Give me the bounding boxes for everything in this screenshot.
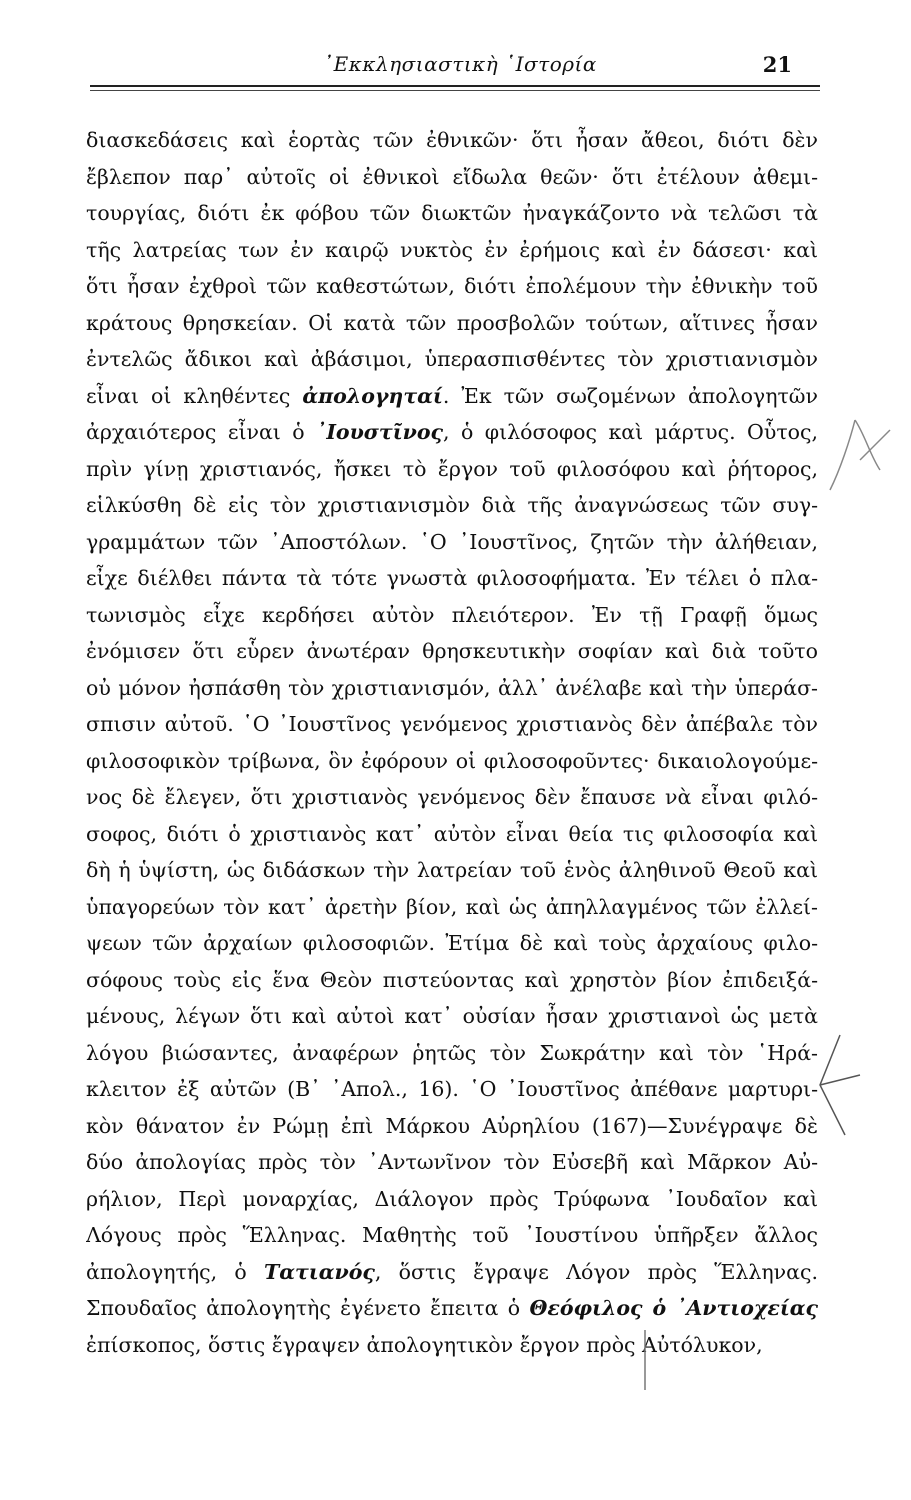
text-span: γραμμάτων τῶν ᾿Αποστόλων. ῾Ο ᾿Ιουστῖνος, ζητῶν τὴν ἀλήθειαν, xyxy=(86,529,818,554)
text-line xyxy=(86,122,818,159)
text-span: τωνισμὸς εἶχε κερδήσει αὐτὸν πλειότερον. Ἐν τῇ Γραφῇ ὅμως xyxy=(86,602,818,627)
text-span: ὅτι ἦσαν ἐχθροὶ τῶν καθεστώτων, διότι ἐπολέμουν τὴν ἐθνικὴν τοῦ xyxy=(86,274,818,298)
margin-pencil-mark xyxy=(800,1030,870,1140)
text-line xyxy=(86,816,818,853)
text-line xyxy=(86,779,818,816)
emphasized-name: Τατιανός xyxy=(263,1259,375,1284)
text-span: τῆς λατρείας των ἐν καιρῷ νυκτὸς ἐν ἐρήμοις καὶ ἐν δάσεσι· καὶ xyxy=(86,237,818,262)
text-line xyxy=(86,1254,818,1291)
text-line xyxy=(86,889,818,926)
margin-pencil-annotation xyxy=(820,400,900,520)
text-span: σοφος, διότι ὁ χριστιανὸς κατ᾽ αὐτὸν εἶναι θεία τις φιλοσοφία καὶ xyxy=(86,821,818,846)
running-title: ᾿Εκκλησιαστικὴ ῾Ιστορία xyxy=(323,52,597,76)
text-span: κὸν θάνατον ἐν Ρώμῃ ἐπὶ Μάρκου Αὐρηλίου (167)—Συνέγραψε δὲ xyxy=(86,1113,818,1138)
text-span: τουργίας, διότι ἐκ φόβου τῶν διωκτῶν ἠναγκάζοντο νὰ τελῶσι τὰ xyxy=(86,201,818,225)
text-span: ὑπαγορεύων τὸν κατ᾽ ἀρετὴν βίον, καὶ ὡς ἀπηλλαγμένος τῶν ἐλλεί- xyxy=(86,894,818,919)
text-span: μένους, λέγων ὅτι καὶ αὐτοὶ κατ᾽ οὐσίαν ἦσαν χριστιανοὶ ὡς μετὰ xyxy=(86,1004,818,1028)
text-line xyxy=(86,524,818,561)
text-span: οὐ μόνον ἠσπάσθη τὸν χριστιανισμόν, ἀλλ᾽ ἀνέλαβε καὶ τὴν ὑπεράσ- xyxy=(86,675,818,700)
text-line xyxy=(86,451,818,488)
emphasized-name: ἀπολογηταί xyxy=(302,383,443,408)
text-span: Σπουδαῖος ἀπολογητὴς ἐγένετο ἔπειτα ὁ xyxy=(86,1296,530,1320)
text-span: δὴ ἡ ὑψίστη, ὡς διδάσκων τὴν λατρείαν τοῦ ἑνὸς ἀληθινοῦ Θεοῦ καὶ xyxy=(86,858,818,882)
text-line xyxy=(86,378,818,415)
margin-pencil-stroke xyxy=(640,1330,650,1390)
text-line xyxy=(86,670,818,707)
text-line xyxy=(86,1071,818,1108)
text-line xyxy=(86,597,818,634)
text-line xyxy=(86,268,818,305)
text-span: φιλοσοφικὸν τρίβωνα, ὃν ἐφόρουν οἱ φιλοσοφοῦντες· δικαιολογούμε- xyxy=(86,748,818,773)
text-line xyxy=(86,195,818,232)
text-span: κλειτον ἐξ αὐτῶν (Β᾽ ᾿Απολ., 16). ῾Ο ᾿Ιουστῖνος ἀπέθανε μαρτυρι- xyxy=(86,1077,818,1101)
text-line xyxy=(86,1217,818,1254)
text-line xyxy=(86,1290,818,1327)
text-span: , ὅστις ἔγραψε Λόγον πρὸς Ἕλληνας. xyxy=(374,1259,818,1284)
text-span: Λόγους πρὸς Ἕλληνας. Μαθητὴς τοῦ ᾿Ιουστίνου ὑπῆρξεν ἄλλος xyxy=(86,1223,818,1247)
text-line xyxy=(86,1327,818,1364)
text-span: κράτους θρησκείαν. Οἱ κατὰ τῶν προσβολῶν τούτων, αἵτινες ἦσαν xyxy=(86,310,818,335)
text-line xyxy=(86,159,818,196)
text-span: δύο ἀπολογίας πρὸς τὸν ᾿Αντωνῖνον τὸν Εὐσεβῆ καὶ Μᾶρκον Αὐ- xyxy=(86,1150,818,1174)
text-line xyxy=(86,560,818,597)
text-span: ρήλιον, Περὶ μοναρχίας, Διάλογον πρὸς Τρύφωνα ᾿Ιουδαῖον καὶ xyxy=(86,1186,818,1211)
text-line xyxy=(86,232,818,269)
text-span: νος δὲ ἔλεγεν, ὅτι χριστιανὸς γενόμενος δὲν ἔπαυσε νὰ εἶναι φιλό- xyxy=(86,785,818,809)
text-span: εἶχε διέλθει πάντα τὰ τότε γνωστὰ φιλοσοφήματα. Ἐν τέλει ὁ πλα- xyxy=(86,566,818,590)
text-span: σπισιν αὐτοῦ. ῾Ο ᾿Ιουστῖνος γενόμενος χριστιανὸς δὲν ἀπέβαλε τὸν xyxy=(86,712,818,736)
page-number: 21 xyxy=(762,52,792,77)
text-span: εἱλκύσθη δὲ εἰς τὸν χριστιανισμὸν διὰ τῆς ἀναγνώσεως τῶν συγ- xyxy=(86,493,818,517)
text-line xyxy=(86,1035,818,1072)
text-line xyxy=(86,633,818,670)
text-line xyxy=(86,487,818,524)
text-span: ἀπολογητής, ὁ xyxy=(86,1259,264,1284)
text-span: ἐντελῶς ἄδικοι καὶ ἀβάσιμοι, ὑπερασπισθέντες τὸν χριστιανισμὸν xyxy=(86,347,818,371)
text-span: , ὁ φιλόσοφος καὶ μάρτυς. Οὗτος, xyxy=(443,420,818,444)
emphasized-name: ᾿Ιουστῖνος xyxy=(316,420,444,444)
text-line xyxy=(86,1181,818,1218)
text-span: . Ἐκ τῶν σωζομένων ἀπολογητῶν xyxy=(442,383,818,408)
text-line xyxy=(86,925,818,962)
text-line xyxy=(86,852,818,889)
text-line xyxy=(86,1108,818,1145)
body-text xyxy=(86,122,818,1363)
text-line xyxy=(86,998,818,1035)
text-span: εἶναι οἱ κληθέντες xyxy=(86,383,303,408)
text-span: ἔβλεπον παρ᾽ αὐτοῖς οἱ ἐθνικοὶ εἴδωλα θεῶν· ὅτι ἐτέλουν ἀθεμι- xyxy=(86,164,818,189)
emphasized-name: Θεόφιλος ὁ ᾿Αντιοχείας xyxy=(529,1296,818,1320)
header-rule xyxy=(90,85,820,87)
text-span: σόφους τοὺς εἰς ἕνα Θεὸν πιστεύοντας καὶ χρηστὸν βίον ἐπιδειξά- xyxy=(86,967,818,992)
text-span: ἀρχαιότερος εἶναι ὁ xyxy=(86,420,317,444)
text-line xyxy=(86,962,818,999)
text-span: πρὶν γίνῃ χριστιανός, ἤσκει τὸ ἔργον τοῦ φιλοσόφου καὶ ῥήτορος, xyxy=(86,456,818,481)
header-rule-thin xyxy=(90,90,820,91)
text-line xyxy=(86,414,818,451)
text-span: ἐνόμισεν ὅτι εὗρεν ἀνωτέραν θρησκευτικὴν σοφίαν καὶ διὰ τοῦτο xyxy=(86,639,818,663)
text-span: διασκεδάσεις καὶ ἑορτὰς τῶν ἐθνικῶν· ὅτι ἦσαν ἄθεοι, διότι δὲν xyxy=(86,128,818,152)
text-span: ἐπίσκοπος, ὅστις ἔγραψεν ἀπολογητικὸν ἔργον πρὸς Αὐτόλυκον, xyxy=(86,1332,763,1357)
text-line xyxy=(86,1144,818,1181)
text-line xyxy=(86,341,818,378)
text-line xyxy=(86,743,818,780)
text-span: λόγου βιώσαντες, ἀναφέρων ῥητῶς τὸν Σωκράτην καὶ τὸν ῾Ηρά- xyxy=(86,1040,818,1065)
page-header xyxy=(0,52,911,92)
text-line xyxy=(86,305,818,342)
text-line xyxy=(86,706,818,743)
text-span: ψεων τῶν ἀρχαίων φιλοσοφιῶν. Ἐτίμα δὲ καὶ τοὺς ἀρχαίους φιλο- xyxy=(86,931,818,955)
